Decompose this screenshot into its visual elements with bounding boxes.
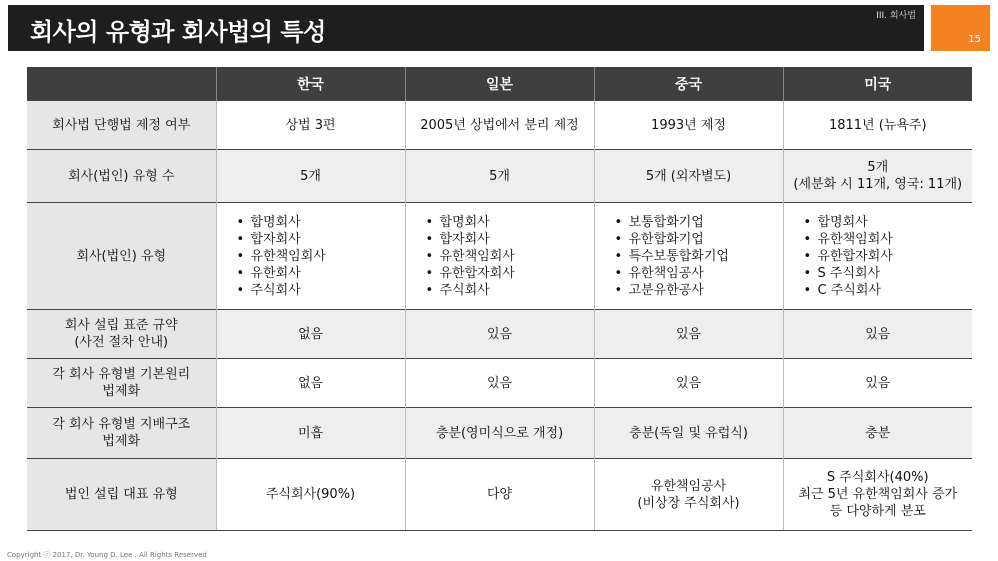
list-item: • S 주식회사: [804, 265, 969, 282]
row-label: 회사(법인) 유형: [27, 203, 216, 310]
table-cell: 주식회사(90%): [216, 459, 405, 531]
copyright-footer: Copyright ⓒ 2017, Dr. Young D. Lee , All Rights Reserved: [7, 551, 207, 559]
table-cell: 있음: [405, 359, 594, 408]
table-cell: 1993년 제정: [594, 101, 783, 150]
list-item: • 유한회사: [237, 265, 401, 282]
table-cell: 5개: [405, 150, 594, 203]
table-cell: 있음: [405, 310, 594, 359]
page-number: 15: [968, 34, 981, 45]
cell-line: 등 다양하게 분포: [829, 504, 926, 519]
table-cell: 다양: [405, 459, 594, 531]
list-item: • 주식회사: [426, 282, 590, 299]
label-line: 각 회사 유형별 지배구조: [52, 417, 191, 432]
label-line: (사전 절차 안내): [74, 335, 169, 350]
cell-line: S 주식회사(40%): [826, 470, 929, 485]
header-cell-korea: 한국: [216, 67, 405, 101]
table-row: [27, 359, 972, 408]
cell-line: (세분화 시 11개, 영국: 11개): [793, 177, 963, 192]
list-item: • 고분유한공사: [615, 282, 779, 299]
page-number-box: [931, 5, 990, 51]
list-item: • 유한책임공사: [615, 265, 779, 282]
header-cell-usa: 미국: [783, 67, 972, 101]
bullet-list: [788, 214, 969, 299]
header-cell-empty: [27, 67, 216, 101]
page-title: 회사의 유형과 회사법의 특성: [30, 18, 326, 46]
table-cell: [594, 203, 783, 310]
comparison-table: [27, 67, 972, 531]
header-cell-japan: 일본: [405, 67, 594, 101]
title-bar: [8, 5, 924, 51]
table-cell: 상법 3편: [216, 101, 405, 150]
table-row: [27, 203, 972, 310]
table-cell: [405, 203, 594, 310]
table-cell: [594, 459, 783, 531]
label-line: 회사 설립 표준 규약: [64, 318, 178, 333]
table-row: [27, 310, 972, 359]
table-row: [27, 101, 972, 150]
row-label: 회사법 단행법 제정 여부: [27, 101, 216, 150]
table-cell: 1811년 (뉴욕주): [783, 101, 972, 150]
list-item: • 유한책임회사: [237, 248, 401, 265]
list-item: • 합자회사: [237, 231, 401, 248]
table-cell: 미흡: [216, 408, 405, 459]
row-label: [27, 408, 216, 459]
row-label: 법인 설립 대표 유형: [27, 459, 216, 531]
list-item: • 유한책임회사: [426, 248, 590, 265]
list-item: • 보통합화기업: [615, 214, 779, 231]
list-item: • 합명회사: [804, 214, 969, 231]
table-cell: 5개: [216, 150, 405, 203]
table-header-row: [27, 67, 972, 101]
list-item: • 합명회사: [237, 214, 401, 231]
row-label: [27, 359, 216, 408]
list-item: • 유한합자회사: [804, 248, 969, 265]
table-cell: 있음: [594, 359, 783, 408]
row-label: 회사(법인) 유형 수: [27, 150, 216, 203]
label-line: 각 회사 유형별 기본원리: [52, 367, 191, 382]
list-item: • 특수보통합화기업: [615, 248, 779, 265]
table-cell: 2005년 상법에서 분리 제정: [405, 101, 594, 150]
table-cell: 없음: [216, 310, 405, 359]
table-cell: 5개 (외자별도): [594, 150, 783, 203]
row-label: [27, 310, 216, 359]
table-row: [27, 150, 972, 203]
list-item: • 유한합자회사: [426, 265, 590, 282]
table-cell: 없음: [216, 359, 405, 408]
cell-line: 유한책임공사: [650, 478, 727, 494]
list-item: • 주식회사: [237, 282, 401, 299]
label-line: 법제화: [102, 434, 141, 449]
cell-line: 5개: [867, 160, 889, 175]
list-item: • 유한책임회사: [804, 231, 969, 248]
table-cell: 있음: [594, 310, 783, 359]
table-cell: [216, 203, 405, 310]
table-cell: 있음: [783, 310, 972, 359]
list-item: • C 주식회사: [804, 282, 969, 299]
label-line: 법제화: [102, 384, 141, 399]
table-cell: 충분(독일 및 유럽식): [594, 408, 783, 459]
list-item: • 합자회사: [426, 231, 590, 248]
list-item: • 합명회사: [426, 214, 590, 231]
table-cell: 충분: [783, 408, 972, 459]
cell-line: 최근 5년 유한책임회사 증가: [798, 487, 958, 502]
bullet-list: [221, 214, 401, 299]
table-cell: [783, 150, 972, 203]
table-cell: 충분(영미식으로 개정): [405, 408, 594, 459]
header-cell-china: 중국: [594, 67, 783, 101]
table-row: [27, 459, 972, 531]
bullet-list: [599, 214, 779, 299]
list-item: • 유한합화기업: [615, 231, 779, 248]
table-cell: [783, 459, 972, 531]
table-cell: 있음: [783, 359, 972, 408]
section-label: III. 회사법: [876, 11, 916, 21]
table-cell: [783, 203, 972, 310]
cell-line: (비상장 주식회사): [637, 495, 740, 511]
bullet-list: [410, 214, 590, 299]
table-row: [27, 408, 972, 459]
